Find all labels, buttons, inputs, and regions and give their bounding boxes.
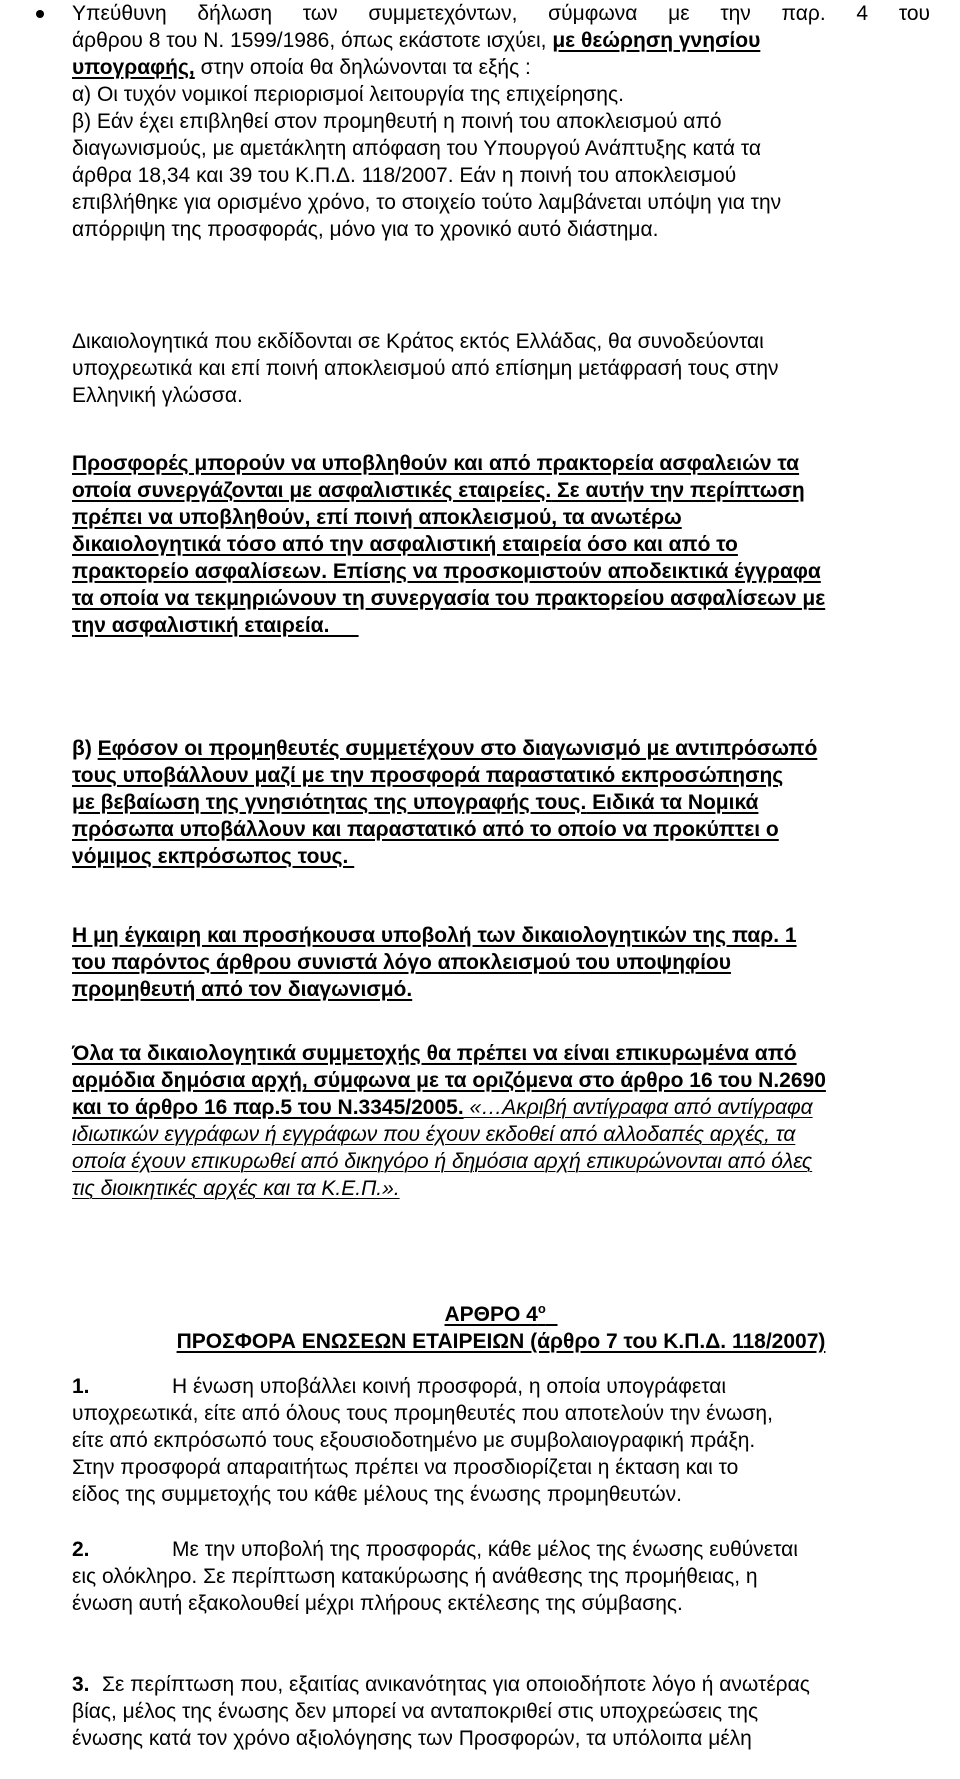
- text-line: ένωση αυτή εξακολουθεί μέχρι πλήρους εκτέλεσης της σύμβασης.: [72, 1592, 683, 1615]
- text-run: Σε περίπτωση που, εξαιτίας ανικανότητας για οποιοδήποτε λόγο ή ανωτέρας: [102, 1673, 810, 1696]
- text-run: υπογραφής,: [72, 56, 195, 79]
- text-line: απόρριψη της προσφοράς, μόνο για το χρονικό αυτό διάστημα.: [72, 218, 659, 241]
- text-run: Επίσης να προσκομιστούν αποδεικτικά έγγραφα: [327, 560, 821, 583]
- text-line: [72, 1094, 930, 1121]
- text-line: την ασφαλιστική εταιρεία.: [72, 614, 359, 637]
- text-line: προμηθευτή από τον διαγωνισμό.: [72, 978, 413, 1001]
- text-line: επιβλήθηκε για ορισμένο χρόνο, το στοιχείο τούτο λαμβάνεται υπόψη για την: [72, 191, 782, 214]
- text-line: [72, 54, 930, 81]
- item-number: 2.: [72, 1538, 90, 1561]
- text-line: [72, 735, 930, 762]
- numbered-item-2: [72, 1536, 930, 1617]
- text-line: Στην προσφορά απαραιτήτως πρέπει να προσδιορίζεται η έκταση και το: [72, 1456, 739, 1479]
- numbered-item-1: [72, 1373, 930, 1508]
- text-line: Όλα τα δικαιολογητικά συμμετοχής θα πρέπει να είναι επικυρωμένα από: [72, 1042, 797, 1065]
- untimely-submission-paragraph: [72, 922, 930, 1003]
- text-line: είτε από εκπρόσωπό τους εξουσιοδοτημένο με συμβολαιογραφική πράξη.: [72, 1429, 756, 1452]
- text-line: υποχρεωτικά και επί ποινή αποκλεισμού από επίσημη μετάφρασή τους στην: [72, 357, 779, 380]
- text-line: διαγωνισμούς, με αμετάκλητη απόφαση του Υπουργού Ανάπτυξης κατά τα: [72, 137, 761, 160]
- foreign-documents-paragraph: [72, 328, 930, 409]
- insurance-agencies-paragraph: [72, 450, 930, 639]
- text-line: [72, 1536, 930, 1563]
- text-line: δικαιολογητικά τόσο από την ασφαλιστική εταιρεία όσο και από το: [72, 533, 738, 556]
- text-line: β) Εάν έχει επιβληθεί στον προμηθευτή η ποινή του αποκλεισμού από: [72, 110, 722, 133]
- item-number: 3.: [72, 1673, 90, 1696]
- text-line: είδος της συμμετοχής του κάθε μέλους της ένωσης προμηθευτών.: [72, 1483, 683, 1506]
- text-line: [72, 27, 930, 54]
- text-run: Με την υποβολή της προσφοράς, κάθε μέλος της ένωσης ευθύνεται: [172, 1538, 798, 1561]
- numbered-item-3: [72, 1671, 930, 1752]
- text-run: οποία συνεργάζονται με ασφαλιστικές εταιρείες.: [72, 479, 552, 502]
- text-line: Ελληνική γλώσσα.: [72, 384, 243, 407]
- bullet-icon: [36, 10, 44, 18]
- text-line: Υπεύθυνη δήλωση των συμμετεχόντων, σύμφωνα με την παρ. 4 του: [72, 2, 930, 25]
- text-line: υποχρεωτικά, είτε από όλους τους προμηθευτές που αποτελούν την ένωση,: [72, 1402, 773, 1425]
- text-line: πρέπει να υποβληθούν, επί ποινή αποκλεισμού, τα ανωτέρω: [72, 506, 682, 529]
- text-run: στην οποία θα δηλώνονται τα εξής :: [194, 56, 531, 79]
- text-line: [72, 477, 930, 504]
- text-run: β): [72, 737, 98, 760]
- article-title: [72, 1295, 930, 1328]
- text-line: οποία έχουν επικυρωθεί από δικηγόρο ή δημόσια αρχή επικυρώνονται από όλες: [72, 1150, 813, 1173]
- text-line: ένωσης κατά τον χρόνο αξιολόγησης των Προσφορών, τα υπόλοιπα μέλη: [72, 1727, 752, 1750]
- text-run: με θεώρηση γνησίου: [552, 29, 761, 52]
- text-line: Δικαιολογητικά που εκδίδονται σε Κράτος εκτός Ελλάδας, θα συνοδεύονται: [72, 330, 764, 353]
- text-line: πρόσωπα υποβάλλουν και παραστατικό από το οποίο να προκύπτει ο: [72, 818, 779, 841]
- text-line: νόμιμος εκπρόσωπος τους.: [72, 845, 355, 868]
- article-heading: [72, 1295, 930, 1355]
- text-line: άρθρα 18,34 και 39 του Κ.Π.Δ. 118/2007. Εάν η ποινή του αποκλεισμού: [72, 164, 737, 187]
- text-line: εις ολόκληρο. Σε περίπτωση κατακύρωσης ή ανάθεσης της προμήθειας, η: [72, 1565, 758, 1588]
- declaration-bullet-item: [72, 0, 930, 243]
- text-line: τους υποβάλλουν μαζί με την προσφορά παραστατικό εκπροσώπησης: [72, 764, 784, 787]
- text-line: του παρόντος άρθρου συνιστά λόγο αποκλεισμού του υποψηφίου: [72, 951, 731, 974]
- text-line: τα οποία να τεκμηριώνουν τη συνεργασία του πρακτορείου ασφαλίσεων με: [72, 587, 826, 610]
- text-line: ιδιωτικών εγγράφων ή εγγράφων που έχουν εκδοθεί από αλλοδαπές αρχές, τα: [72, 1123, 796, 1146]
- text-line: [72, 789, 930, 816]
- text-line: α) Οι τυχόν νομικοί περιορισμοί λειτουργία της επιχείρησης.: [72, 83, 624, 106]
- text-run: Σε αυτήν την περίπτωση: [551, 479, 805, 502]
- text-line: τις διοικητικές αρχές και τα Κ.Ε.Π.».: [72, 1177, 400, 1200]
- representative-paragraph: [72, 735, 930, 870]
- text-run: ΑΡΘΡΟ 4: [444, 1303, 538, 1326]
- text-run: με βεβαίωση της γνησιότητας της υπογραφής τους.: [72, 791, 587, 814]
- text-run: ο: [537, 1301, 546, 1316]
- text-run: Εφόσον οι προμηθευτές συμμετέχουν στο διαγωνισμό με αντιπρόσωπό: [97, 737, 818, 760]
- text-line: Προσφορές μπορούν να υποβληθούν και από πρακτορεία ασφαλειών τα: [72, 452, 800, 475]
- text-run: «…Ακριβή αντίγραφα από αντίγραφα: [463, 1096, 813, 1119]
- certified-documents-paragraph: [72, 1040, 930, 1202]
- text-line: [72, 1671, 930, 1698]
- article-subtitle: ΠΡΟΣΦΟΡΑ ΕΝΩΣΕΩΝ ΕΤΑΙΡΕΙΩΝ (άρθρο 7 του Κ.Π.Δ. 118/2007): [176, 1330, 826, 1353]
- text-run: άρθρου 8 του Ν. 1599/1986, όπως εκάστοτε ισχύει,: [72, 29, 553, 52]
- text-line: βίας, μέλος της ένωσης δεν μπορεί να ανταποκριθεί στις υποχρεώσεις της: [72, 1700, 759, 1723]
- text-line: Η μη έγκαιρη και προσήκουσα υποβολή των δικαιολογητικών της παρ. 1: [72, 924, 797, 947]
- text-run: Η ένωση υποβάλλει κοινή προσφορά, η οποία υπογράφεται: [172, 1375, 727, 1398]
- text-line: [72, 558, 930, 585]
- text-line: αρμόδια δημόσια αρχή, σύμφωνα με τα οριζόμενα στο άρθρο 16 του Ν.2690: [72, 1069, 826, 1092]
- text-run: και το άρθρο 16 παρ.5 του Ν.3345/2005.: [72, 1096, 464, 1119]
- text-run: πρακτορείο ασφαλίσεων.: [72, 560, 328, 583]
- text-line: [72, 1373, 930, 1400]
- text-run: Ειδικά τα Νομικά: [586, 791, 759, 814]
- item-number: 1.: [72, 1375, 90, 1398]
